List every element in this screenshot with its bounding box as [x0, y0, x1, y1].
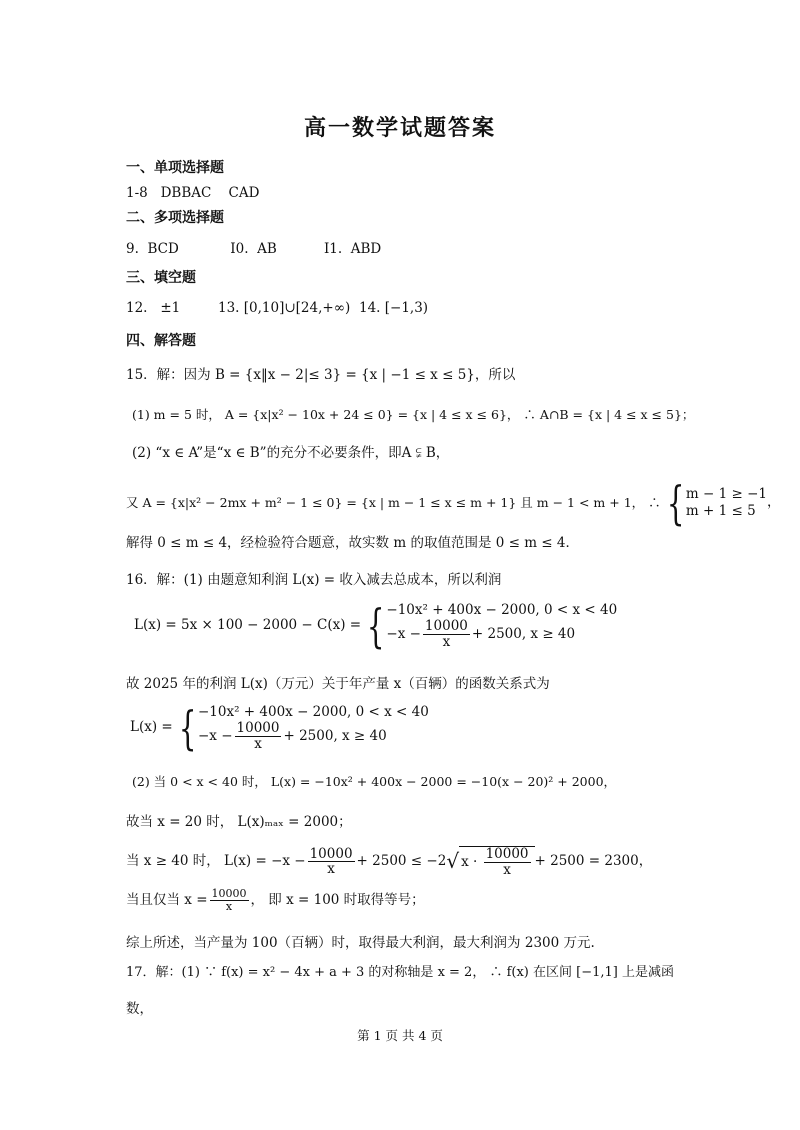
fraction-numerator: 10000 — [309, 845, 353, 862]
answer-fill-12: 12. ±1 — [126, 300, 181, 316]
fraction-numerator: 10000 — [424, 617, 468, 634]
fraction — [235, 721, 282, 752]
fraction — [210, 888, 249, 913]
q16-line-2: 故 2025 年的利润 L(x)（万元）关于年产量 x（百辆）的函数关系式为 — [126, 676, 550, 692]
fraction — [423, 619, 470, 650]
q16-line-3: (2) 当 0 < x < 40 时， L(x) = −10x² + 400x − 2000 = −10(x − 20)² + 2000， — [132, 774, 617, 789]
sqrt-term: x · — [461, 853, 478, 870]
q16-line-5-c: + 2500 = 2300， — [534, 853, 653, 870]
q16-case-2 — [386, 619, 617, 650]
q16-case-2-repeat — [198, 721, 429, 752]
q16-case-2-b: + 2500, x ≥ 40 — [471, 625, 576, 642]
fraction — [484, 847, 531, 878]
fraction — [308, 847, 355, 878]
q16-case-1-repeat: −10x² + 400x − 2000, 0 < x < 40 — [198, 704, 429, 720]
q16-formula-2 — [130, 700, 429, 755]
answer-multi-choice: 9. BCD I0. AB I1. ABD — [126, 241, 382, 257]
q16-line-4: 故当 x = 20 时， L(x)ₘₐₓ = 2000； — [126, 814, 352, 830]
q16-formula-1-lhs: L(x) = 5x × 100 − 2000 − C(x) = — [134, 617, 362, 634]
q16-line-6 — [126, 888, 425, 913]
q16-line-7: 综上所述，当产量为 100（百辆）时，取得最大利润，最大利润为 2300 万元. — [126, 935, 595, 951]
section-heading-solutions: 四、解答题 — [126, 333, 196, 349]
q15-case-1: m − 1 ≥ −1 — [685, 486, 768, 503]
fraction-denominator: x — [225, 900, 233, 914]
fraction-numerator: 10000 — [236, 719, 280, 736]
q16-case-1: −10x² + 400x − 2000, 0 < x < 40 — [386, 602, 618, 618]
q16-formula-2-cases — [198, 704, 429, 752]
q15-line-5: 解得 0 ≤ m ≤ 4，经检验符合题意，故实数 m 的取值范围是 0 ≤ m ≤ 4． — [126, 535, 580, 551]
section-heading-multi-choice: 二、多项选择题 — [126, 210, 224, 226]
page-title: 高一数学试题答案 — [303, 115, 496, 141]
fraction-denominator: x — [503, 861, 511, 878]
fraction-denominator: x — [254, 735, 262, 752]
brace-symbol: { — [178, 700, 197, 755]
answer-fill-13: 13. [0,10]∪[24,+∞) — [218, 300, 351, 316]
answer-fill-14: 14. [−1,3) — [359, 300, 429, 316]
answer-single-choice: 1-8 DBBAC CAD — [126, 185, 260, 201]
q16-line-6-a: 当且仅当 x = — [126, 891, 208, 908]
sqrt-body — [459, 846, 534, 878]
q15-line-4-text: 又 A = {x|x² − 2mx + m² − 1 ≤ 0} = {x | m − 1 ≤ x ≤ m + 1} 且 m − 1 < m + 1， ∴ — [126, 494, 661, 510]
q16-formula-2-lhs: L(x) = — [130, 719, 173, 736]
fraction-denominator: x — [442, 633, 451, 650]
q17-line-2: 数， — [126, 1001, 153, 1017]
brace-symbol: { — [666, 476, 685, 530]
q16-case-2-a: −x − — [198, 727, 233, 744]
q16-line-5-b: + 2500 ≤ −2 — [356, 853, 447, 870]
section-heading-single-choice: 一、单项选择题 — [126, 160, 224, 176]
q16-line-1: 16．解：(1) 由题意知利润 L(x) = 收入减去总成本，所以利润 — [126, 572, 502, 588]
q17-line-1: 17．解：(1) ∵ f(x) = x² − 4x + a + 3 的对称轴是 x = 2， ∴ f(x) 在区间 [−1,1] 上是减函 — [126, 965, 674, 980]
page-footer: 第 1 页 共 4 页 — [357, 1028, 443, 1043]
q16-line-5-a: 当 x ≥ 40 时， L(x) = −x − — [126, 853, 306, 870]
q16-line-6-b: ， 即 x = 100 时取得等号； — [250, 891, 425, 908]
q15-line-3: (2) “x ∈ A”是“x ∈ B”的充分不必要条件，即A ⫋ B， — [132, 445, 450, 461]
q15-case-2: m + 1 ≤ 5 — [685, 503, 756, 519]
fraction-numerator: 10000 — [211, 887, 247, 900]
q16-formula-1-cases — [386, 602, 617, 650]
q16-case-2-b: + 2500, x ≥ 40 — [283, 727, 387, 744]
fraction-denominator: x — [327, 861, 335, 878]
q15-line-4-end: ， — [767, 494, 781, 511]
q16-formula-1 — [134, 598, 618, 653]
q16-case-2-a: −x − — [386, 625, 421, 642]
sqrt-symbol: √ — [446, 849, 460, 874]
q15-line-4 — [126, 476, 781, 530]
q15-line-1: 15．解：因为 B = {x‖x − 2|≤ 3} = {x | −1 ≤ x ≤ 5}，所以 — [126, 367, 516, 383]
q16-line-5 — [126, 846, 652, 878]
section-heading-fill-blank: 三、填空题 — [126, 270, 196, 286]
q15-system — [686, 486, 767, 520]
brace-symbol: { — [366, 598, 385, 653]
q15-line-2: (1) m = 5 时， A = {x|x² − 10x + 24 ≤ 0} = {x | 4 ≤ x ≤ 6}， ∴ A∩B = {x | 4 ≤ x ≤ 5}； — [132, 407, 695, 422]
fraction-numerator: 10000 — [485, 846, 529, 862]
